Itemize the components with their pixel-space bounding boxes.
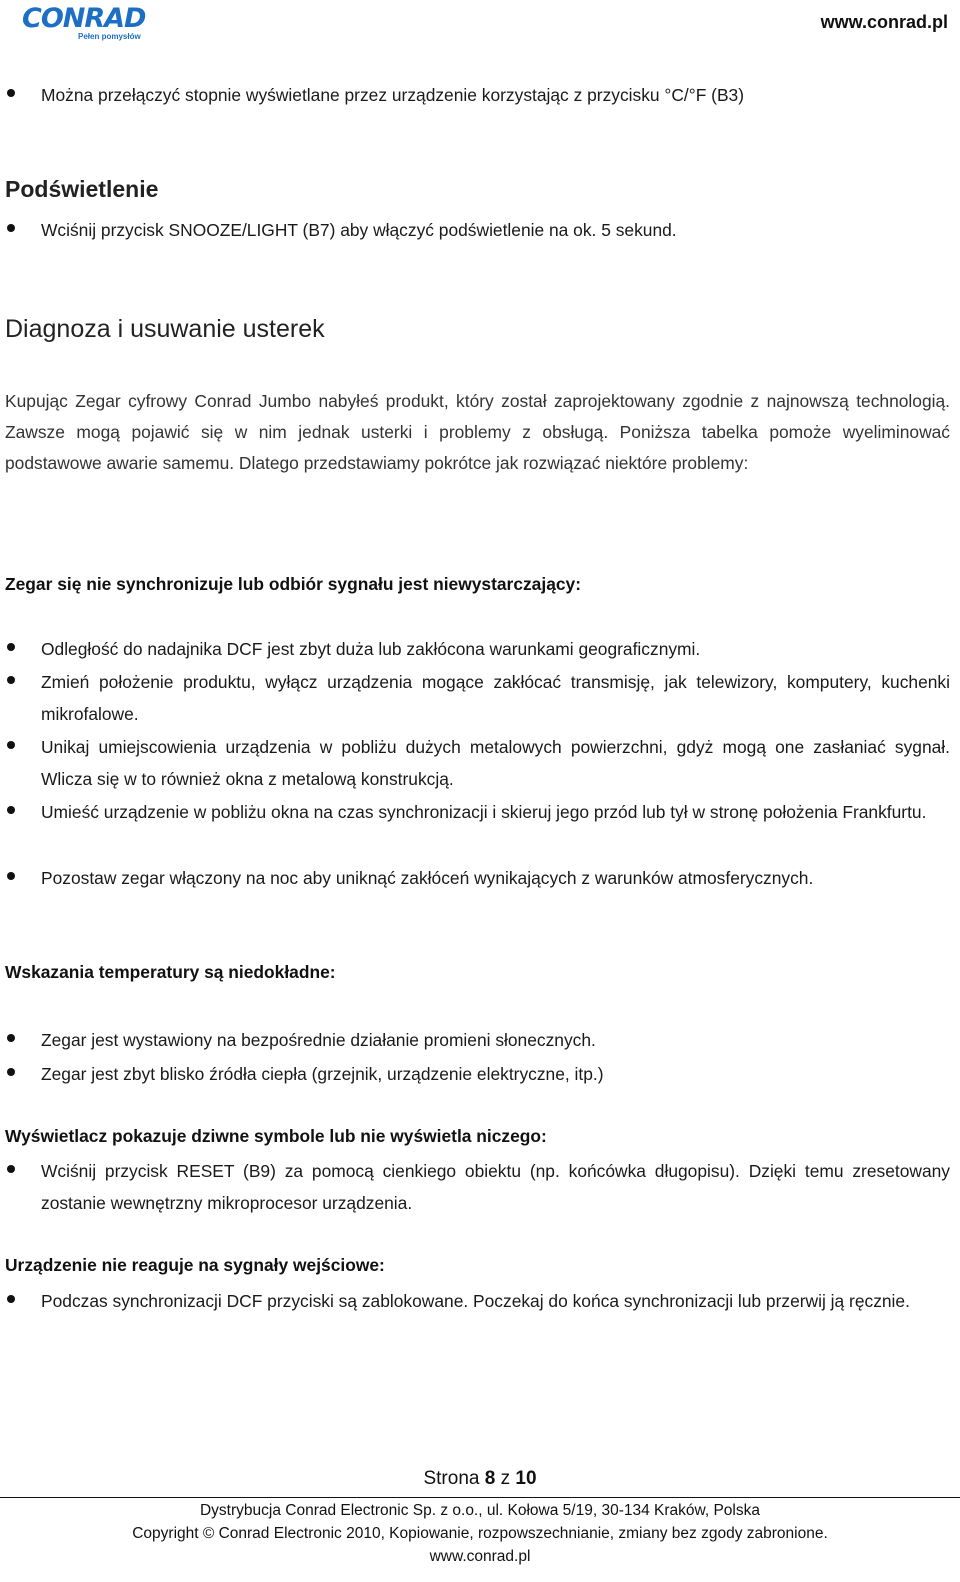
logo-wordmark: CONRAD — [22, 3, 146, 34]
section-heading-backlight: Podświetlenie — [5, 176, 159, 202]
section-heading-display: Wyświetlacz pokazuje dziwne symbole lub nie wyświetla niczego: — [5, 1126, 547, 1146]
list-item — [5, 79, 950, 111]
page-header — [0, 0, 960, 50]
page-number — [0, 1468, 960, 1490]
bullet-icon — [7, 643, 15, 651]
list-item — [5, 1155, 950, 1219]
bullet-icon — [7, 1068, 15, 1076]
bullet-text: Zmień położenie produktu, wyłącz urządzenia mogące zakłócać transmisję, jak telewizory, komputery, kuchenki mikrofalowe. — [41, 672, 950, 724]
section-heading-temperature: Wskazania temperatury są niedokładne: — [5, 962, 336, 982]
page-word: Strona — [423, 1468, 480, 1489]
bullet-text: Umieść urządzenie w pobliżu okna na czas synchronizacji i skieruj jego przód lub tył w stronę położenia Frankfurtu. — [41, 802, 927, 822]
logo-slogan: Pełen pomysłów — [78, 32, 141, 41]
bullet-icon — [7, 741, 15, 749]
bullet-text: Unikaj umiejscowienia urządzenia w pobliżu dużych metalowych powierzchni, gdyż mogą one zasłaniać sygnał. Wlicza się w to również okna z metalową konstrukcją. — [41, 737, 950, 789]
bullet-icon — [7, 224, 15, 232]
list-item — [5, 633, 950, 665]
footer-distribution: Dystrybucja Conrad Electronic Sp. z o.o., ul. Kołowa 5/19, 30-134 Kraków, Polska — [199, 1502, 760, 1519]
bullet-text: Można przełączyć stopnie wyświetlane przez urządzenie korzystając z przycisku °C/°F (B3) — [41, 85, 745, 105]
footer-copyright: Copyright © Conrad Electronic 2010, Kopiowanie, rozpowszechnianie, zmiany bez zgody zabronione. — [132, 1525, 828, 1542]
section-heading-sync: Zegar się nie synchronizuje lub odbiór sygnału jest niewystarczający: — [5, 574, 581, 594]
bullet-icon — [7, 676, 15, 684]
bullet-text: Zegar jest zbyt blisko źródła ciepła (grzejnik, urządzenie elektryczne, itp.) — [41, 1064, 604, 1084]
list-item — [5, 796, 950, 828]
section-heading-troubleshooting: Diagnoza i usuwanie usterek — [5, 315, 325, 343]
bullet-icon — [7, 1165, 15, 1173]
page-total: 10 — [515, 1468, 537, 1489]
conrad-logo — [22, 4, 147, 46]
list-item — [5, 1058, 950, 1090]
list-item — [5, 731, 950, 795]
list-item — [5, 862, 950, 894]
footer-url[interactable]: www.conrad.pl — [429, 1548, 531, 1565]
header-site-url[interactable]: www.conrad.pl — [820, 12, 948, 32]
bullet-text: Wciśnij przycisk RESET (B9) za pomocą cienkiego obiektu (np. końcówka długopisu). Dzięki temu zresetowany zostanie wewnętrzny mikroprocesor urządzenia. — [41, 1161, 950, 1213]
bullet-icon — [7, 89, 15, 97]
bullet-icon — [7, 806, 15, 814]
bullet-icon — [7, 1295, 15, 1303]
bullet-icon — [7, 872, 15, 880]
bullet-text: Podczas synchronizacji DCF przyciski są zablokowane. Poczekaj do końca synchronizacji lub przerwij ją ręcznie. — [41, 1291, 910, 1311]
list-item — [5, 1024, 950, 1056]
bullet-text: Pozostaw zegar włączony na noc aby uniknąć zakłóceń wynikających z warunków atmosferycznych. — [41, 868, 814, 888]
bullet-text: Odległość do nadajnika DCF jest zbyt duża lub zakłócona warunkami geograficznymi. — [41, 639, 701, 659]
troubleshooting-paragraph: Kupując Zegar cyfrowy Conrad Jumbo nabyłeś produkt, który został zaprojektowany zgodnie z najnowszą technologią. Zawsze mogą pojawić się w nim jednak usterki i problemy z obsługą. Poniższa tabelka pomoże wyeliminować podstawowe awarie samemu. Dlatego przedstawiamy pokrótce jak rozwiązać niektóre problemy: — [5, 391, 950, 473]
section-heading-inputs: Urządzenie nie reaguje na sygnały wejściowe: — [5, 1255, 385, 1275]
list-item — [5, 214, 950, 246]
bullet-text: Wciśnij przycisk SNOOZE/LIGHT (B7) aby włączyć podświetlenie na ok. 5 sekund. — [41, 220, 677, 240]
list-item — [5, 1285, 950, 1317]
list-item — [5, 666, 950, 730]
bullet-icon — [7, 1034, 15, 1042]
page-of: z — [500, 1468, 511, 1489]
page-footer — [0, 1468, 960, 1490]
footer-divider — [0, 1497, 960, 1498]
bullet-text: Zegar jest wystawiony na bezpośrednie działanie promieni słonecznych. — [41, 1030, 596, 1050]
page-current: 8 — [484, 1468, 496, 1489]
